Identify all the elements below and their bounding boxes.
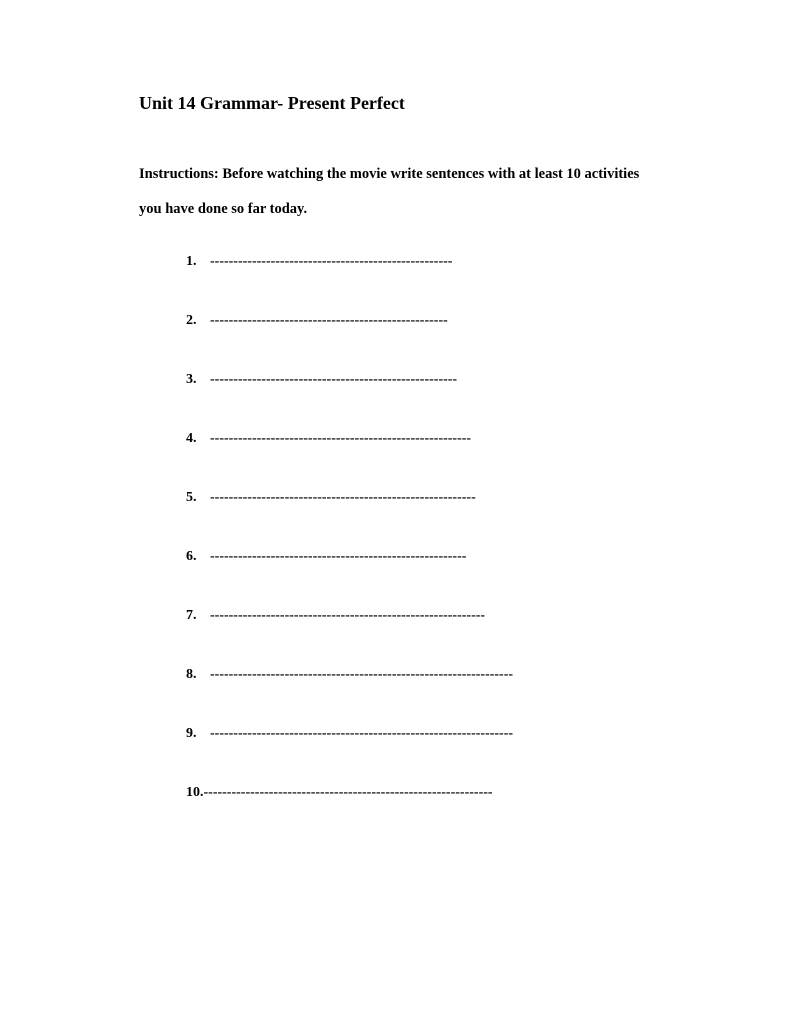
item-number: 2. xyxy=(186,313,197,328)
answer-blank: ----------------------------------------------------------------- xyxy=(210,726,514,741)
item-number: 9. xyxy=(186,726,197,741)
list-item xyxy=(186,547,513,606)
list-item xyxy=(186,370,513,429)
list-item xyxy=(186,429,513,488)
list-item xyxy=(186,665,513,724)
instructions-line-2: you have done so far today. xyxy=(139,201,308,217)
item-number: 6. xyxy=(186,549,197,564)
instructions-line-1: Instructions: Before watching the movie write sentences with at least 10 activities xyxy=(139,166,640,182)
answer-blank: --------------------------------------------------- xyxy=(210,313,448,328)
answer-blank: ------------------------------------------------------- xyxy=(210,549,467,564)
item-number: 10. xyxy=(186,785,204,800)
list-item xyxy=(186,311,513,370)
item-number: 3. xyxy=(186,372,197,387)
activity-list xyxy=(186,252,513,842)
list-item xyxy=(186,252,513,311)
instructions xyxy=(139,157,699,227)
answer-blank: ----------------------------------------------------------------- xyxy=(210,667,514,682)
list-item xyxy=(186,606,513,665)
answer-blank: --------------------------------------------------------- xyxy=(210,490,476,505)
answer-blank: -------------------------------------------------------------- xyxy=(203,785,493,800)
list-item xyxy=(186,724,513,783)
answer-blank: ---------------------------------------------------- xyxy=(210,254,453,269)
answer-blank: ----------------------------------------------------- xyxy=(210,372,458,387)
list-item xyxy=(186,783,513,842)
answer-blank: -------------------------------------------------------- xyxy=(210,431,472,446)
item-number: 1. xyxy=(186,254,197,269)
page-title: Unit 14 Grammar- Present Perfect xyxy=(139,93,405,113)
list-item xyxy=(186,488,513,547)
answer-blank: ----------------------------------------------------------- xyxy=(210,608,486,623)
item-number: 7. xyxy=(186,608,197,623)
item-number: 8. xyxy=(186,667,197,682)
item-number: 5. xyxy=(186,490,197,505)
item-number: 4. xyxy=(186,431,197,446)
